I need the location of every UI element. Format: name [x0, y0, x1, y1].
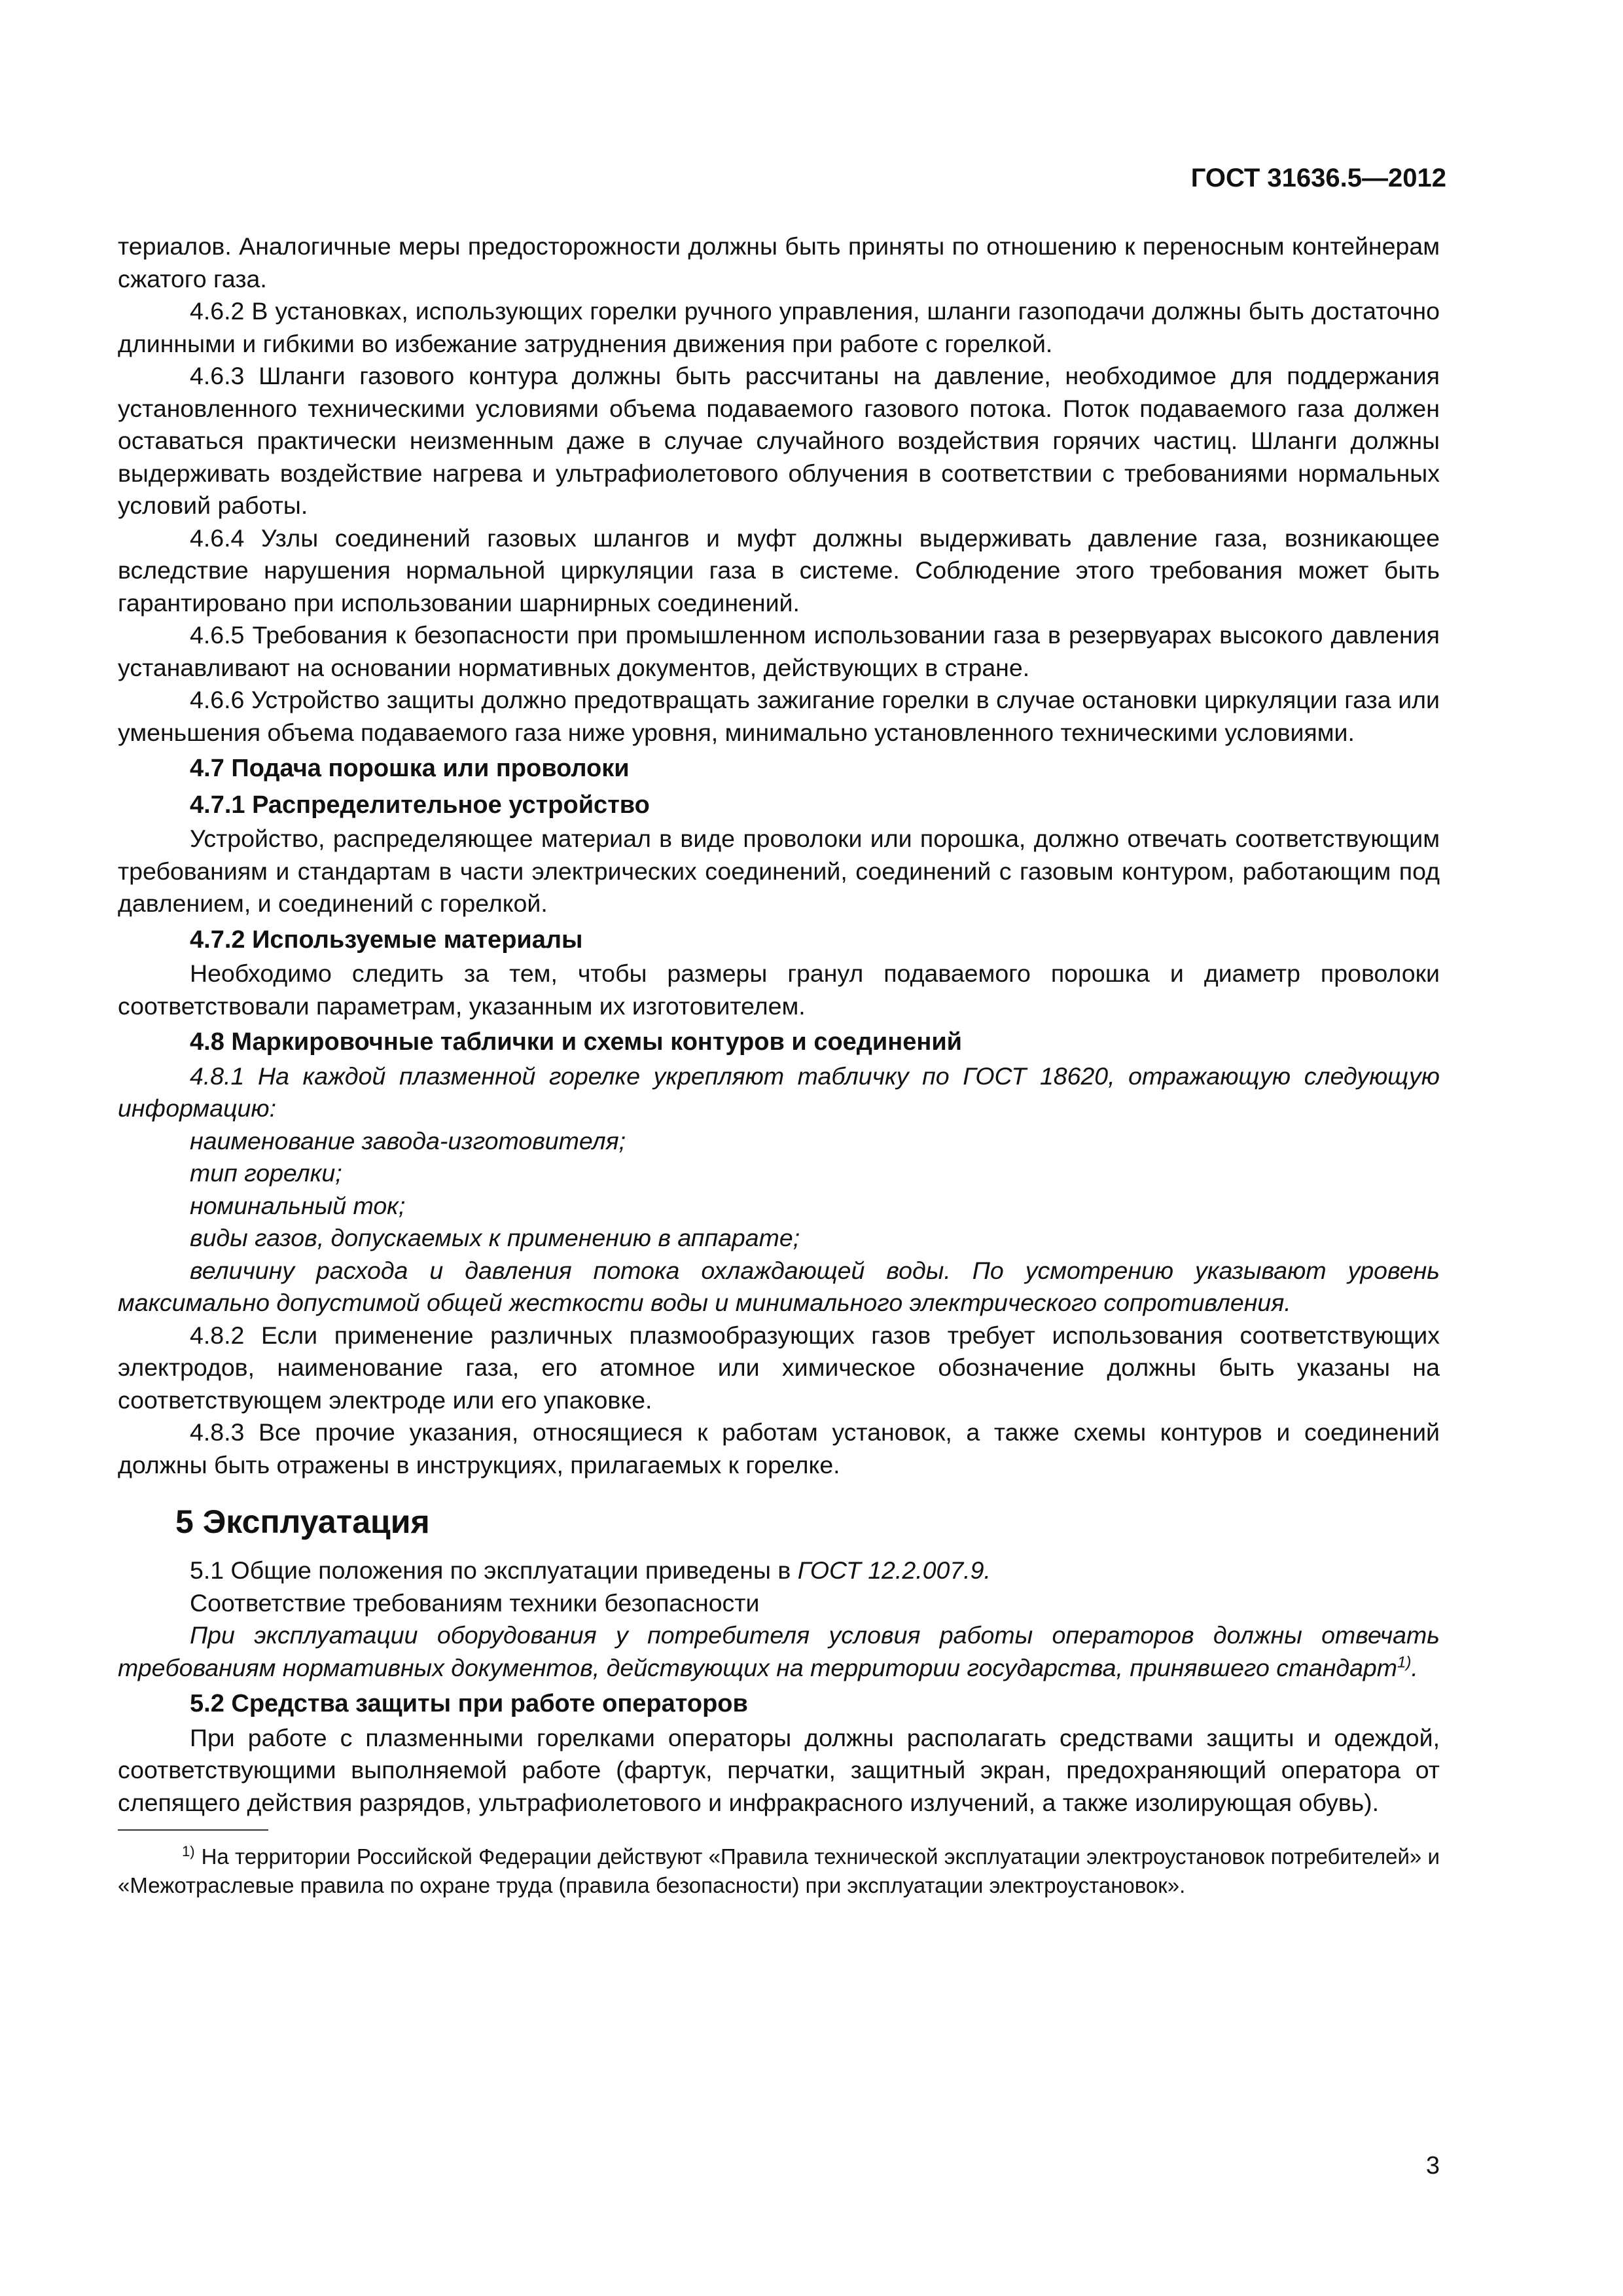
- clause-4-6-5: 4.6.5 Требования к безопасности при промышленном использовании газа в резервуарах высокого давления устанавливают на основании нормативных документов, действующих в стране.: [118, 621, 1440, 681]
- footnote-divider: [118, 1829, 268, 1831]
- clause-4-8-2: 4.8.2 Если применение различных плазмообразующих газов требует использования соответствующих электродов, наименование газа, его атомное или химическое обозначение должны быть указаны на соответствующем электроде или его упаковке.: [118, 1321, 1440, 1414]
- clause-4-8-1: 4.8.1 На каждой плазменной горелке укрепляют табличку по ГОСТ 18620, отражающую следующую информацию:: [118, 1062, 1440, 1122]
- clause-4-6-3: 4.6.3 Шланги газового контура должны быть рассчитаны на давление, необходимое для поддержания установленного техническими условиями объема подаваемого газового потока. Поток подаваемого газа должен оставаться практически неизменным даже в случае случайного воздействия горячих частиц. Шланги должны выдерживать воздействие нагрева и ультрафиолетового облучения в соответствии с требованиями нормальных условий работы.: [118, 362, 1440, 519]
- section-heading-4-7: 4.7 Подача порошка или проволоки: [190, 755, 630, 782]
- list-item: тип горелки;: [190, 1159, 342, 1187]
- section-heading-5-2: 5.2 Средства защиты при работе операторов: [190, 1690, 748, 1717]
- clause-5-2-text: При работе с плазменными горелками операторы должны располагать средствами защиты и одеждой, соответствующими выполняемой работе (фартук, перчатки, защитный экран, предохраняющий оператора от слепящего действия разрядов, ультрафиолетового и инфракрасного излучений, а также изолирующая обувь).: [118, 1723, 1440, 1816]
- clause-5-1: [118, 1554, 1440, 1587]
- footnote-mark: 1): [182, 1843, 195, 1859]
- chapter-heading-5: 5 Эксплуатация: [175, 1503, 430, 1540]
- subsection-heading-4-7-1: 4.7.1 Распределительное устройство: [190, 791, 650, 819]
- document-body: [118, 230, 1440, 1900]
- list-item: виды газов, допускаемых к применению в аппарате;: [190, 1224, 800, 1251]
- sentence-end: .: [1411, 1653, 1418, 1681]
- clause-4-7-2-text: Необходимо следить за тем, чтобы размеры гранул подаваемого порошка и диаметр проволоки соответствовали параметрам, указанным их изготовителем.: [118, 960, 1440, 1020]
- clause-5-1-text: 5.1 Общие положения по эксплуатации приведены в: [190, 1556, 791, 1584]
- paragraph-continuation: териалов. Аналогичные меры предосторожности должны быть приняты по отношению к переносным контейнерам сжатого газа.: [118, 232, 1440, 293]
- footnote-text: На территории Российской Федерации действуют «Правила технической эксплуатации электроустановок потребителей» и «Межотраслевые правила по охране труда (правила безопасности) при эксплуатации электроустановок».: [118, 1844, 1440, 1897]
- list-item: величину расхода и давления потока охлаждающей воды. По усмотрению указывают уровень максимально допустимой общей жесткости воды и минимального электрического сопротивления.: [118, 1256, 1440, 1316]
- clause-5-1-national-text: При эксплуатации оборудования у потребителя условия работы операторов должны отвечать требованиям нормативных документов, действующих на территории государства, принявшего стандарт: [118, 1621, 1440, 1681]
- clause-4-8-3: 4.8.3 Все прочие указания, относящиеся к работам установок, а также схемы контуров и соединений должны быть отражены в инструкциях, прилагаемых к горелке.: [118, 1418, 1440, 1479]
- gost-reference: ГОСТ 12.2.007.9.: [797, 1556, 991, 1584]
- subsection-heading-4-7-2: 4.7.2 Используемые материалы: [190, 925, 583, 954]
- clause-5-1-subtitle: Соответствие требованиям техники безопасности: [190, 1588, 760, 1617]
- footnote-reference[interactable]: 1): [1397, 1653, 1412, 1671]
- clause-5-1-national: [118, 1619, 1440, 1684]
- document-code-header: ГОСТ 31636.5—2012: [1190, 164, 1446, 192]
- list-item: наименование завода-изготовителя;: [190, 1126, 626, 1155]
- section-heading-4-8: 4.8 Маркировочные таблички и схемы контуров и соединений: [190, 1028, 963, 1056]
- list-item: номинальный ток;: [190, 1191, 406, 1219]
- clause-4-6-4: 4.6.4 Узлы соединений газовых шлангов и муфт должны выдерживать давление газа, возникающее вследствие нарушения нормальной циркуляции газа в системе. Соблюдение этого требования может быть гарантировано при использовании шарнирных соединений.: [118, 524, 1440, 617]
- clause-4-6-2: 4.6.2 В установках, использующих горелки ручного управления, шланги газоподачи должны быть достаточно длинными и гибкими во избежание затруднения движения при работе с горелкой.: [118, 297, 1440, 357]
- footnote: [118, 1842, 1440, 1900]
- clause-4-6-6: 4.6.6 Устройство защиты должно предотвращать зажигание горелки в случае остановки циркуляции газа или уменьшения объема подаваемого газа ниже уровня, минимально установленного техническими условиями.: [118, 686, 1440, 746]
- page-number: 3: [1425, 2152, 1440, 2179]
- clause-4-7-1-text: Устройство, распределяющее материал в виде проволоки или порошка, должно отвечать соответствующим требованиям и стандартам в части электрических соединений, соединений с газовым контуром, работающим под давлением, и соединений с горелкой.: [118, 825, 1440, 917]
